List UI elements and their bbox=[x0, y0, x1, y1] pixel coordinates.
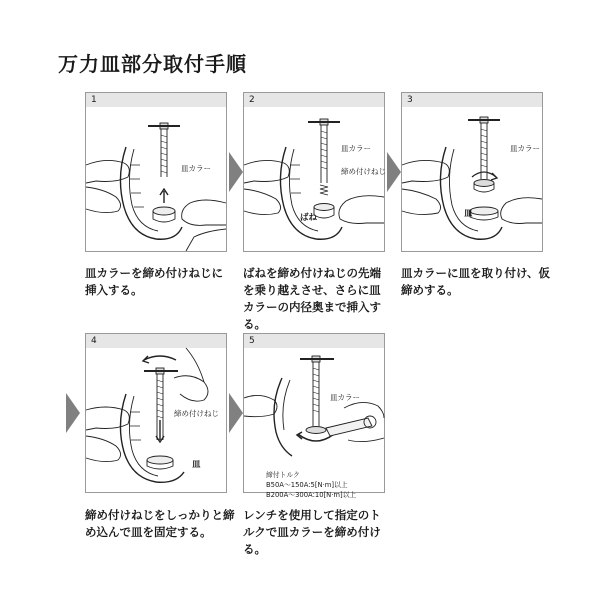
step-arrow-icon bbox=[229, 152, 243, 192]
step-5-panel bbox=[243, 333, 385, 499]
torque-spec bbox=[266, 470, 356, 500]
label-spring: ばね bbox=[300, 213, 318, 223]
label-collar: 皿カラー bbox=[510, 144, 540, 153]
step-arrow-icon bbox=[229, 393, 243, 433]
torque-line-2: B200A～300A:10[N·m]以上 bbox=[266, 491, 357, 499]
label-plate: 皿 bbox=[192, 460, 201, 470]
label-collar: 皿カラー bbox=[181, 164, 211, 173]
label-collar: 皿カラー bbox=[341, 144, 371, 153]
step-number: 2 bbox=[244, 93, 384, 107]
step-5-caption: レンチを使用して指定のトルクで皿カラーを締め付ける。 bbox=[243, 508, 381, 556]
label-tightening-screw: 締め付けねじ bbox=[174, 409, 219, 418]
page-title: 万力皿部分取付手順 bbox=[58, 52, 247, 76]
step-3-panel bbox=[401, 92, 543, 252]
step-3-illustration bbox=[402, 107, 542, 251]
step-arrow-icon bbox=[387, 152, 401, 192]
step-4-panel bbox=[85, 333, 227, 493]
step-4-illustration bbox=[86, 348, 226, 492]
step-1-panel bbox=[85, 92, 227, 252]
torque-line-1: B50A～150A:5[N·m]以上 bbox=[266, 481, 348, 489]
torque-heading: 締付トルク bbox=[266, 471, 300, 479]
label-collar: 皿カラー bbox=[330, 393, 360, 402]
step-2-panel bbox=[243, 92, 385, 252]
step-number: 3 bbox=[402, 93, 542, 107]
step-number: 1 bbox=[86, 93, 226, 107]
step-arrow-icon bbox=[66, 393, 80, 433]
label-plate: 皿 bbox=[464, 209, 473, 219]
step-1-caption: 皿カラーを締め付けねじに挿入する。 bbox=[85, 266, 223, 297]
step-number: 4 bbox=[86, 334, 226, 348]
label-tightening-screw: 締め付けねじ bbox=[341, 167, 386, 176]
step-4-caption: 締め付けねじをしっかりと締め込んで皿を固定する。 bbox=[85, 508, 235, 539]
step-2-caption: ばねを締め付けねじの先端を乗り越えさせ、さらに皿カラーの内径奥まで挿入する。 bbox=[243, 266, 381, 331]
step-1-illustration bbox=[86, 107, 226, 251]
step-3-caption: 皿カラーに皿を取り付け、仮締めする。 bbox=[401, 266, 551, 297]
step-2-illustration bbox=[244, 107, 384, 251]
step-number: 5 bbox=[244, 334, 384, 348]
